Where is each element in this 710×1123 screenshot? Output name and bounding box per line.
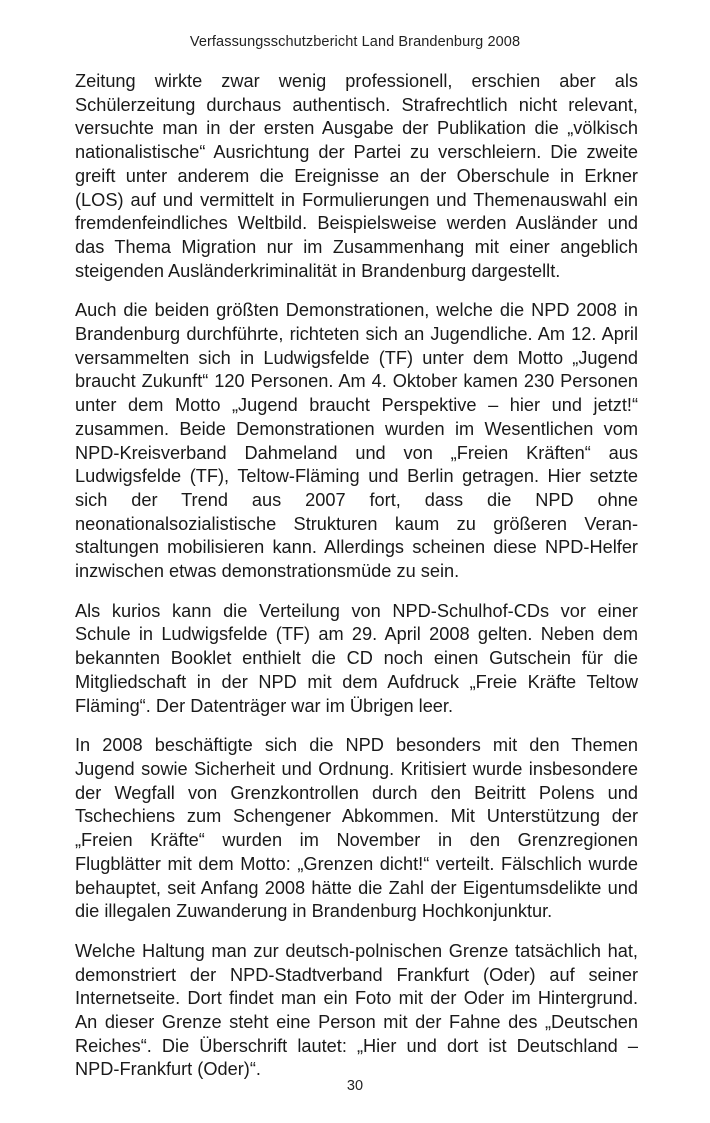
paragraph-1: Zeitung wirkte zwar wenig professionell, erschien aber als Schülerzeitung durchaus authentisch. Strafrechtlich nicht relevant, versuchte man in der ersten Ausgabe der Publikation die „völkisch nationalistische“ Ausrichtung der Partei zu verschleiern. Die zweite greift unter anderem die Ereignisse an der Oberschule in Erkner (LOS) auf und vermittelt in Formulierungen und Themenauswahl ein fremdenfeindliches Weltbild. Beispielsweise werden Ausländer und das Thema Migration nur im Zusammenhang mit einer angeblich steigenden Ausländerkriminalität in Brandenburg dargestellt.	[75, 71, 638, 281]
paragraph-2: Auch die beiden größten Demonstrationen, welche die NPD 2008 in Brandenburg durchführte, richteten sich an Jugendliche. Am 12. April versammelten sich in Ludwigsfelde (TF) unter dem Motto „Jugend braucht Zukunft“ 120 Personen. Am 4. Oktober kamen 230 Personen unter dem Motto „Jugend braucht Perspektive – hier und jetzt!“ zusammen. Beide Demonstrationen wurden im Wesentlichen vom NPD-Kreisverband Dahmeland und von „Freien Kräften“ aus Ludwigsfelde (TF), Teltow-Fläming und Berlin getragen. Hier setzte sich der Trend aus 2007 fort, dass die NPD ohne neonationalsozialistische Strukturen kaum zu größeren Veranstaltungen mobilisieren kann. Allerdings scheinen diese NPD-Helfer inzwischen etwas demonstrationsmüde zu sein.	[75, 300, 638, 582]
running-header: Verfassungsschutzbericht Land Brandenburg 2008	[189, 34, 521, 50]
paragraph-4: In 2008 beschäftigte sich die NPD besonders mit den Themen Jugend sowie Sicherheit und Ordnung. Kritisiert wurde insbesondere der Wegfall von Grenzkontrollen durch den Beitritt Polens und Tschechiens zum Schengener Abkommen. Mit Unterstützung der „Freien Kräfte“ wurden im November in den Grenzregionen Flugblätter mit dem Motto: „Grenzen dicht!“ verteilt. Fälschlich wurde behauptet, seit Anfang 2008 hätte die Zahl der Eigentumsdelikte und die illegalen Zuwanderung in Brandenburg Hochkonjunktur.	[75, 735, 638, 922]
paragraph-3: Als kurios kann die Verteilung von NPD-Schulhof-CDs vor einer Schule in Ludwigsfelde (TF) am 29. April 2008 gelten. Neben dem bekannten Booklet enthielt die CD noch einen Gutschein für die Mitgliedschaft in der NPD mit dem Aufdruck „Freie Kräfte Teltow Fläming“. Der Datenträger war im Übrigen leer.	[75, 600, 638, 716]
paragraph-5: Welche Haltung man zur deutsch-polnischen Grenze tatsächlich hat, demonstriert der NPD-Stadtverband Frankfurt (Oder) auf seiner Internetseite. Dort findet man ein Foto mit der Oder im Hintergrund. An dieser Grenze steht eine Person mit der Fahne des „Deutschen Reiches“. Die Überschrift lautet: „Hier und dort ist Deutschland – NPD-Frankfurt (Oder)“.	[75, 940, 638, 1080]
body-text	[75, 70, 638, 1082]
page-number: 30	[346, 1078, 364, 1094]
